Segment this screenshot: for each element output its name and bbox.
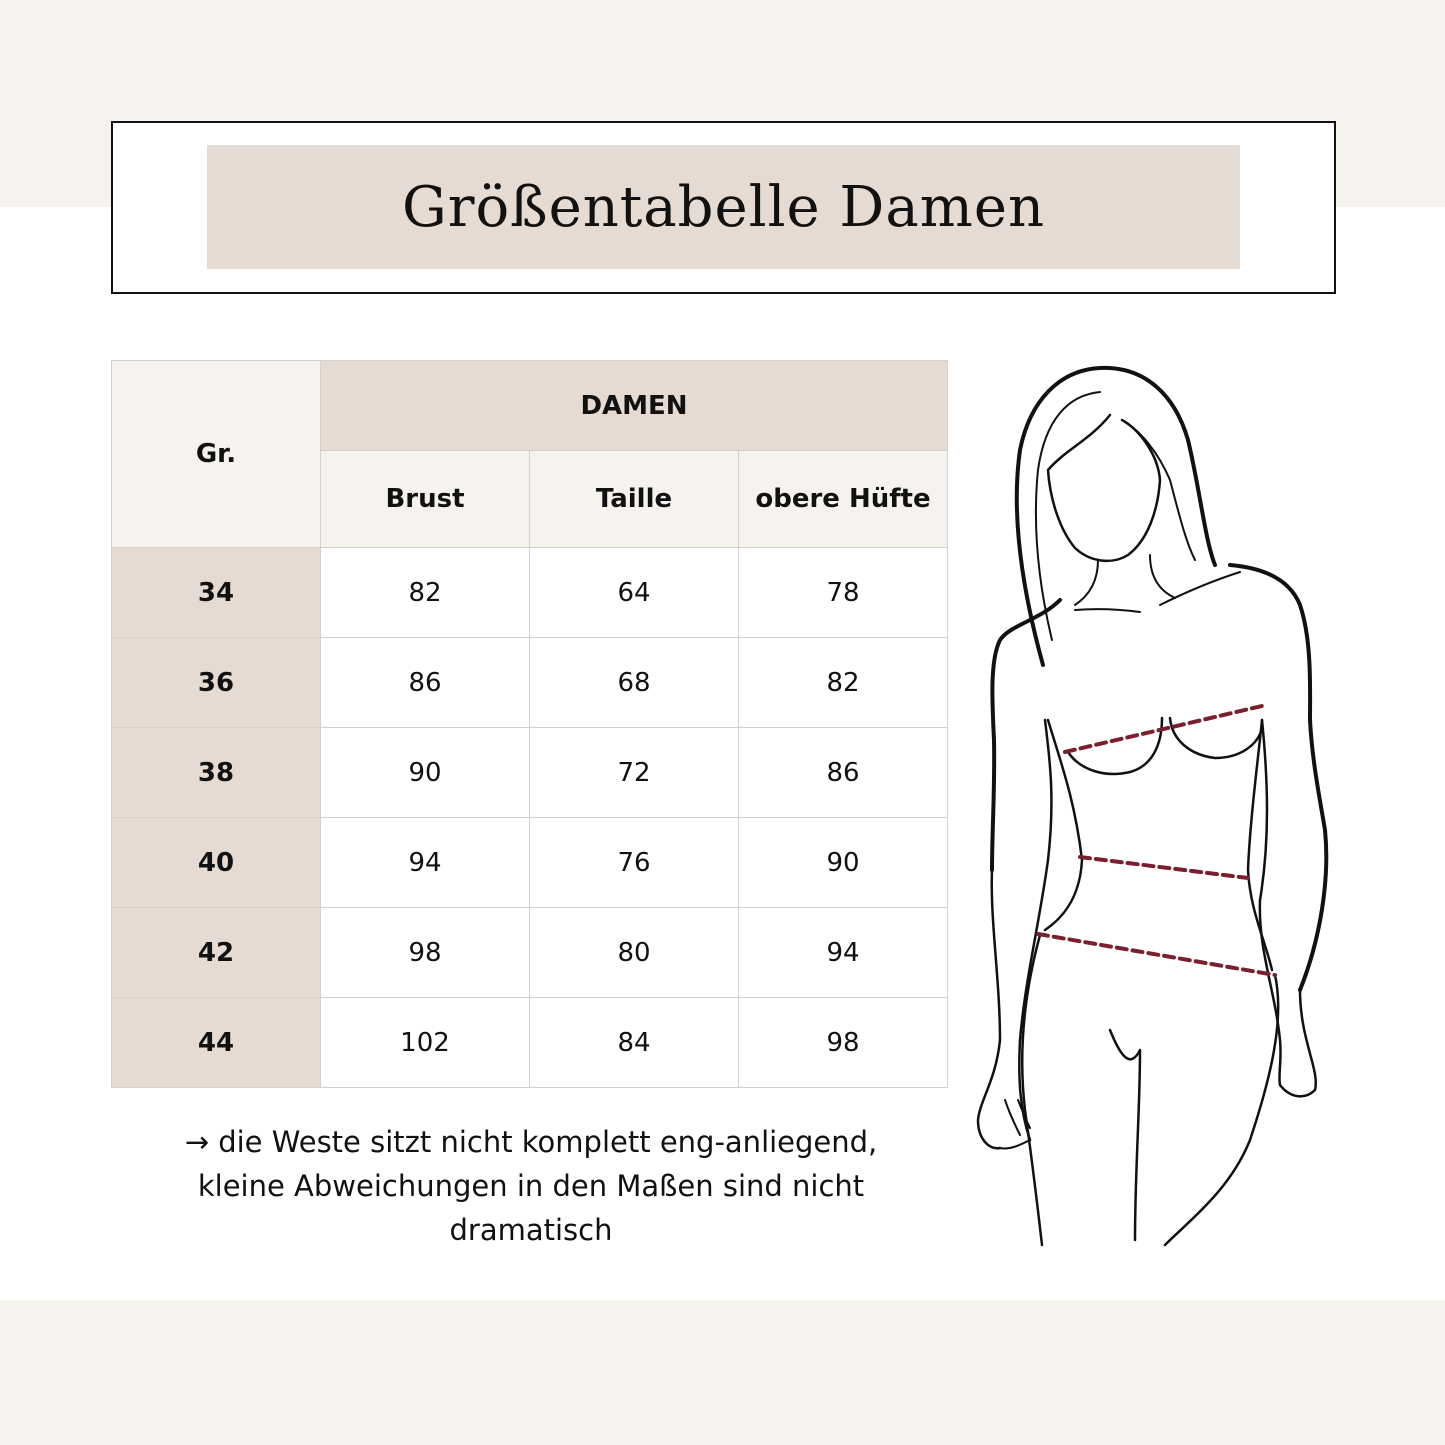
huefte-cell: 86 — [739, 728, 948, 818]
size-cell: 42 — [112, 908, 321, 998]
table-row — [112, 818, 948, 908]
size-table — [111, 360, 948, 1088]
column-header-obere-huefte: obere Hüfte — [739, 451, 948, 548]
taille-cell: 72 — [530, 728, 739, 818]
column-header-brust: Brust — [321, 451, 530, 548]
page-title: Größentabelle Damen — [401, 174, 1046, 240]
table-row — [112, 638, 948, 728]
fit-note-line: kleine Abweichungen in den Maßen sind nicht — [197, 1169, 865, 1203]
huefte-cell: 78 — [739, 548, 948, 638]
bottom-background-band — [0, 1300, 1445, 1445]
brust-cell: 98 — [321, 908, 530, 998]
column-header-taille: Taille — [530, 451, 739, 548]
size-cell: 34 — [112, 548, 321, 638]
taille-cell: 84 — [530, 998, 739, 1088]
size-cell: 36 — [112, 638, 321, 728]
huefte-cell: 90 — [739, 818, 948, 908]
fit-note-line: dramatisch — [449, 1213, 613, 1247]
title-frame — [111, 121, 1336, 294]
size-cell: 44 — [112, 998, 321, 1088]
taille-cell: 68 — [530, 638, 739, 728]
huefte-cell: 82 — [739, 638, 948, 728]
size-column-header: Gr. — [112, 361, 321, 548]
taille-cell: 76 — [530, 818, 739, 908]
fit-note-line: → die Weste sitzt nicht komplett eng-anliegend, — [184, 1125, 878, 1159]
brust-cell: 102 — [321, 998, 530, 1088]
huefte-cell: 98 — [739, 998, 948, 1088]
brust-cell: 94 — [321, 818, 530, 908]
table-row — [112, 728, 948, 818]
female-body-outline-icon — [960, 355, 1340, 1255]
taille-cell: 64 — [530, 548, 739, 638]
brust-cell: 82 — [321, 548, 530, 638]
table-row — [112, 998, 948, 1088]
title-bar — [207, 145, 1240, 269]
size-cell: 38 — [112, 728, 321, 818]
size-cell: 40 — [112, 818, 321, 908]
brust-cell: 86 — [321, 638, 530, 728]
table-row — [112, 548, 948, 638]
taille-cell: 80 — [530, 908, 739, 998]
brust-cell: 90 — [321, 728, 530, 818]
huefte-cell: 94 — [739, 908, 948, 998]
group-header-damen: DAMEN — [321, 361, 948, 451]
fit-note — [111, 1120, 951, 1252]
table-row — [112, 908, 948, 998]
